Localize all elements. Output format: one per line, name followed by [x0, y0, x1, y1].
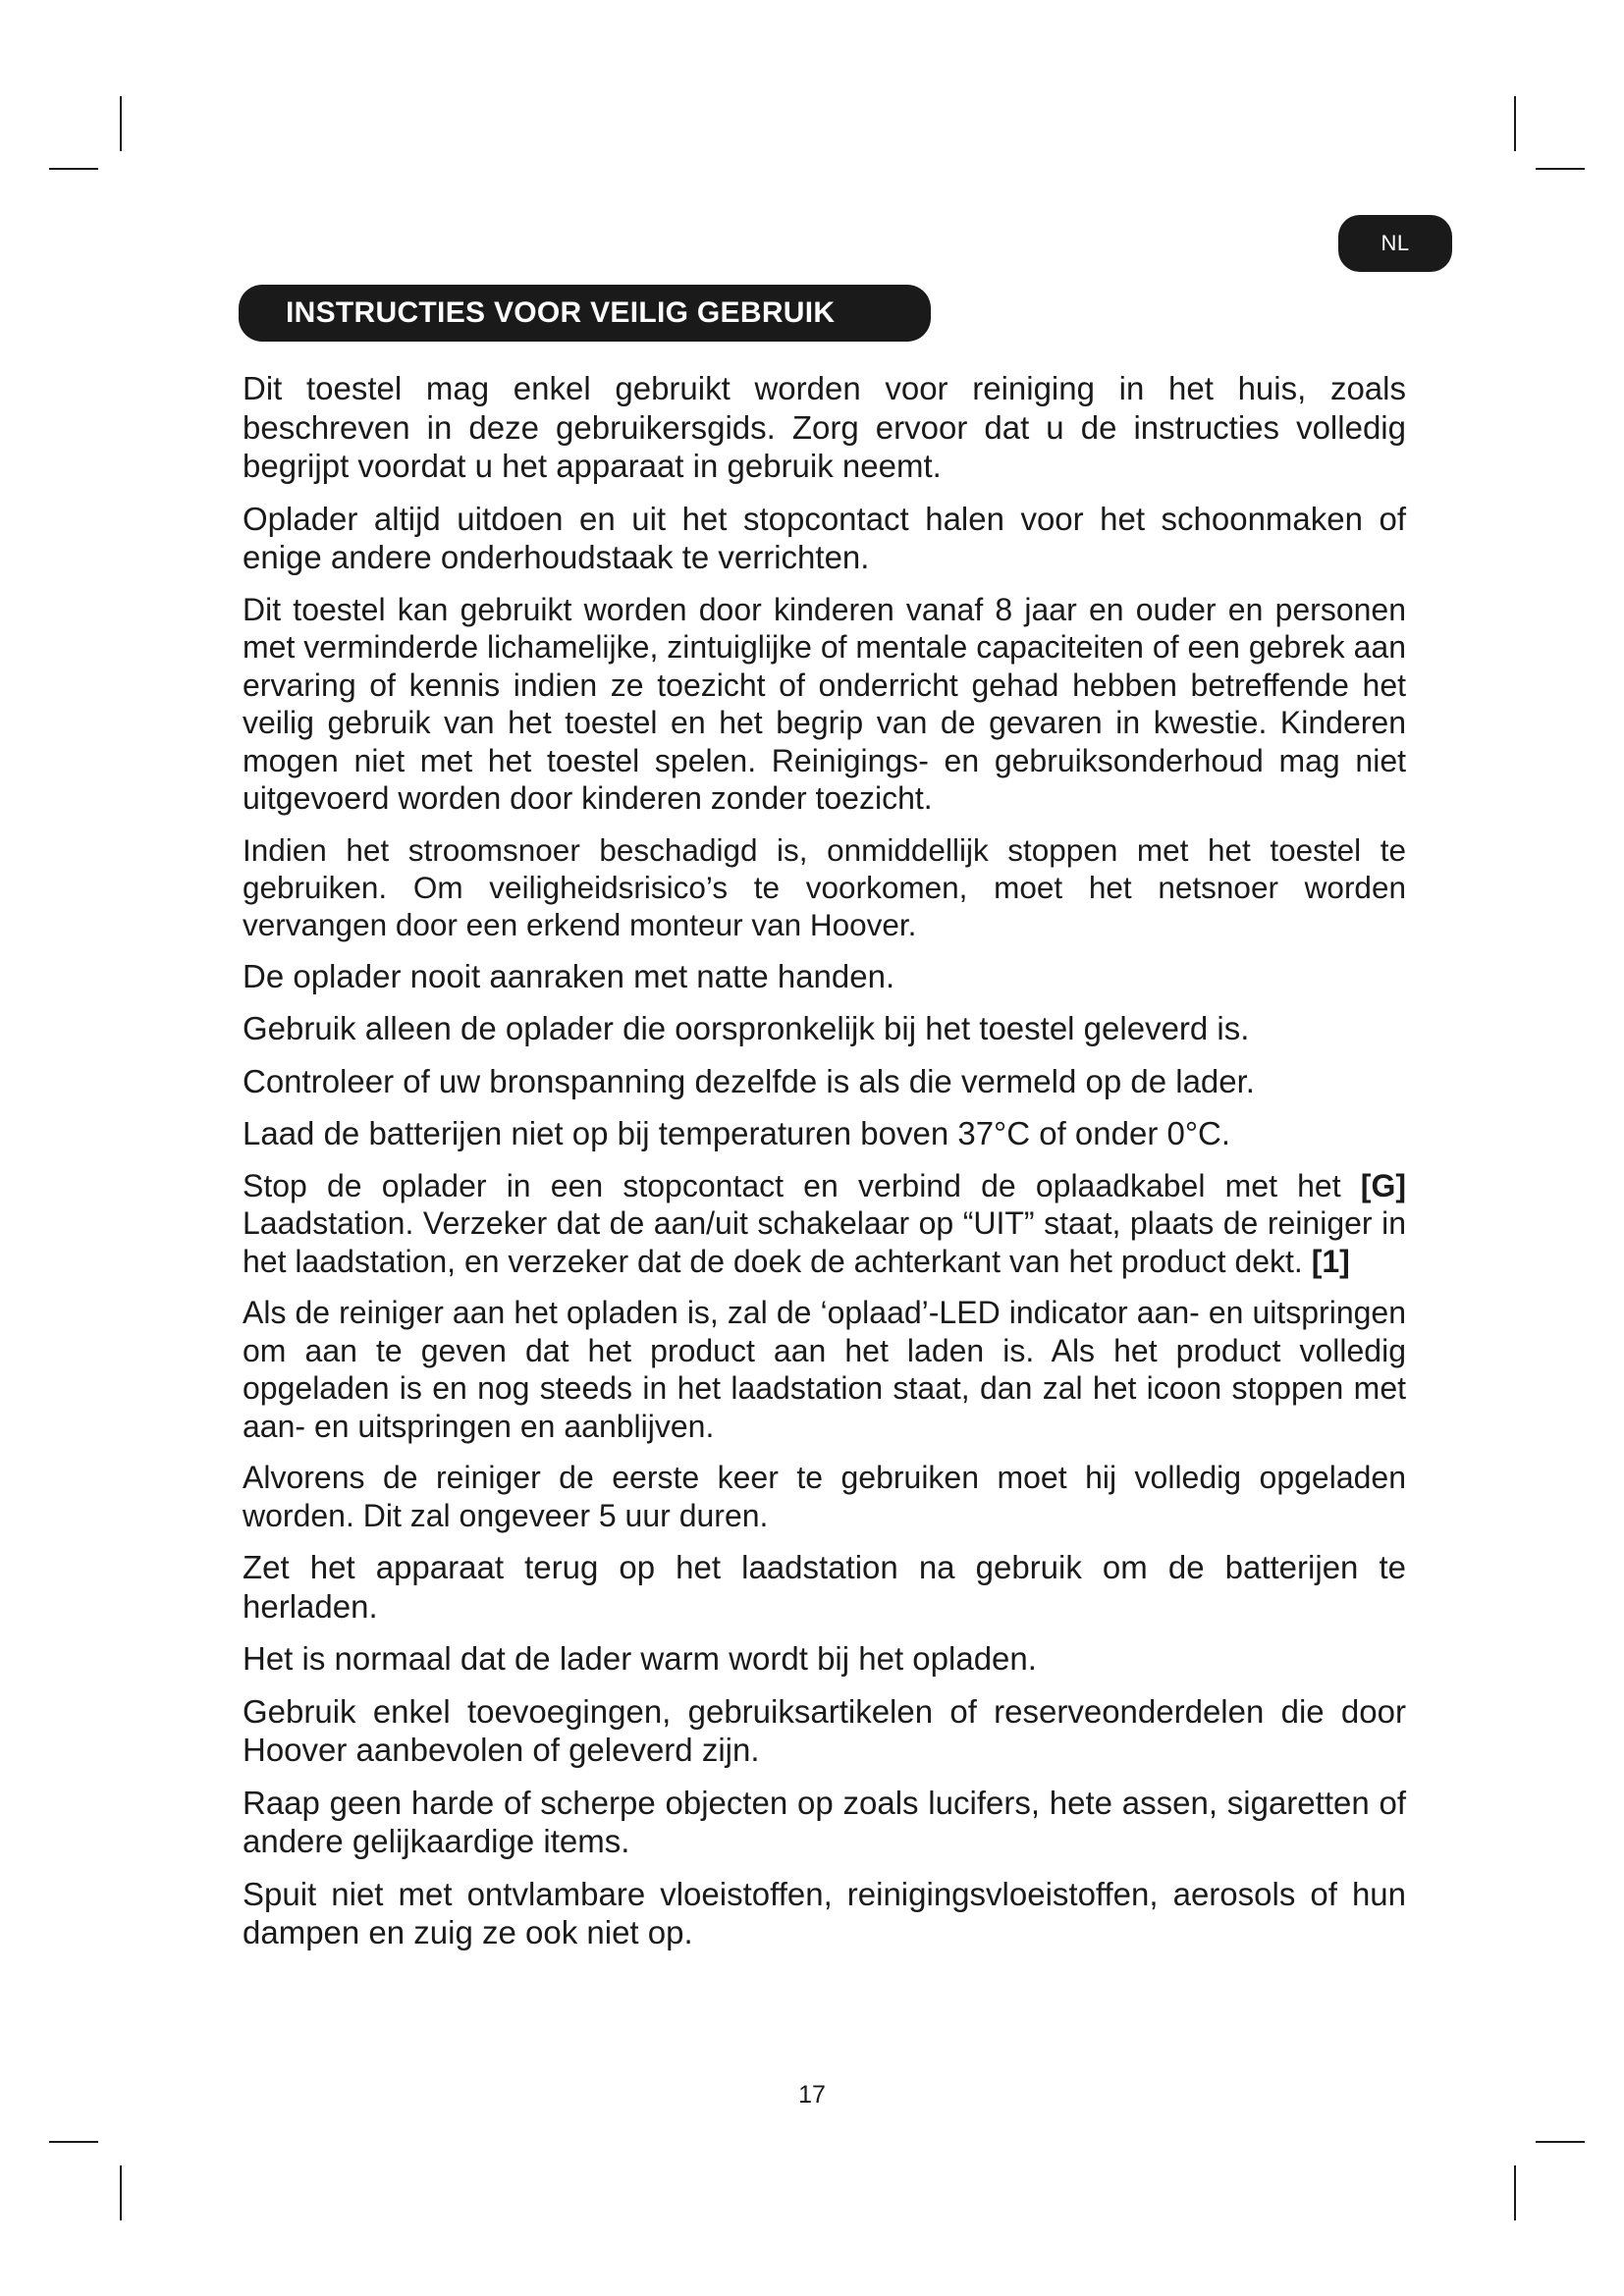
paragraph-children-supervision: Dit toestel kan gebruikt worden door kinderen vanaf 8 jaar en ouder en personen met verminderde lichamelijke, zintuiglijke of mentale capaciteiten of een gebrek aan ervaring of kennis indien ze toezicht of onderricht gehad hebben betreffende het veilig gebruik van het toestel en het begrip van de gevaren in kwestie. Kinderen mogen niet met het toestel spelen. Reinigings- en gebruiksonderhoud mag niet uitgevoerd worden door kinderen zonder toezicht. — [243, 591, 1406, 816]
language-badge: NL — [1338, 215, 1452, 272]
paragraph-voltage-check: Controleer of uw bronspanning dezelfde is als die vermeld op de lader. — [243, 1062, 1255, 1099]
paragraph-intended-use: Dit toestel mag enkel gebruikt worden voor reiniging in het huis, zoals beschreven in deze gebruikersgids. Zorg ervoor dat u de instructies volledig begrijpt voordat u het apparaat in gebruik neemt. — [243, 370, 1406, 484]
reference-g: [G] — [1360, 1167, 1406, 1203]
paragraph-charging-led: Als de reiniger aan het opladen is, zal de ‘oplaad’-LED indicator aan- en uitspringen om aan te geven dat het product aan het laden is. Als het product volledig opgeladen is en nog steeds in het laadstation staat, dan zal het icoon stoppen met aan- en uitspringen en aanblijven. — [243, 1295, 1406, 1444]
paragraph-flammable-liquids: Spuit niet met ontvlambare vloeistoffen, reinigingsvloeistoffen, aerosols of hun dampen en zuig ze ook niet op. — [243, 1875, 1406, 1950]
page-number: 17 — [798, 2081, 826, 2109]
crop-mark-top-right-horizontal — [1536, 168, 1585, 170]
paragraph-damaged-cord: Indien het stroomsnoer beschadigd is, onmiddellijk stoppen met het toestel te gebruiken. Om veiligheidsrisico’s te voorkomen, moet het netsnoer worden vervangen door een erkend monteur van Hoover. — [243, 831, 1406, 942]
crop-mark-bottom-left-horizontal — [49, 2141, 98, 2143]
paragraph-sharp-objects: Raap geen harde of scherpe objecten op zoals lucifers, hete assen, sigaretten of andere gelijkaardige items. — [243, 1784, 1406, 1859]
paragraph-accessories: Gebruik enkel toevoegingen, gebruiksartikelen of reserveonderdelen die door Hoover aanbevolen of geleverd zijn. — [243, 1692, 1406, 1768]
paragraph-unplug-before-cleaning: Oplader altijd uitdoen en uit het stopcontact halen voor het schoonmaken of enige andere onderhoudstaak te verrichten. — [243, 500, 1406, 575]
connect-charger-text-middle: Laadstation. Verzeker dat de aan/uit schakelaar op “UIT” staat, plaats de reiniger in het laadstation, en verzeker dat de doek de achterkant van het product dekt. — [243, 1205, 1406, 1279]
reference-1: [1] — [1311, 1243, 1350, 1279]
crop-mark-top-left-horizontal — [49, 168, 98, 170]
crop-mark-bottom-right-horizontal — [1536, 2141, 1585, 2143]
section-title: INSTRUCTIES VOOR VEILIG GEBRUIK — [239, 285, 931, 342]
crop-mark-bottom-left-vertical — [120, 2165, 122, 2220]
connect-charger-text-start: Stop de oplader in een stopcontact en verbind de oplaadkabel met het — [243, 1167, 1361, 1203]
paragraph-first-charge: Alvorens de reiniger de eerste keer te gebruiken moet hij volledig opgeladen worden. Dit zal ongeveer 5 uur duren. — [243, 1460, 1406, 1533]
crop-mark-top-left-vertical — [120, 96, 122, 151]
paragraph-charge-temperature: Laad de batterijen niet op bij temperaturen boven 37°C of onder 0°C. — [243, 1115, 1231, 1151]
paragraph-connect-charger — [243, 1167, 1406, 1281]
paragraph-original-charger: Gebruik alleen de oplader die oorspronkelijk bij het toestel geleverd is. — [243, 1010, 1250, 1046]
instructions-body — [243, 369, 1406, 1966]
crop-mark-bottom-right-vertical — [1514, 2165, 1516, 2220]
paragraph-charger-warm: Het is normaal dat de lader warm wordt bij het opladen. — [243, 1640, 1037, 1677]
paragraph-wet-hands: De oplader nooit aanraken met natte handen. — [243, 957, 895, 994]
crop-mark-top-right-vertical — [1514, 96, 1516, 151]
paragraph-return-to-station: Zet het apparaat terug op het laadstation na gebruik om de batterijen te herladen. — [243, 1549, 1406, 1625]
